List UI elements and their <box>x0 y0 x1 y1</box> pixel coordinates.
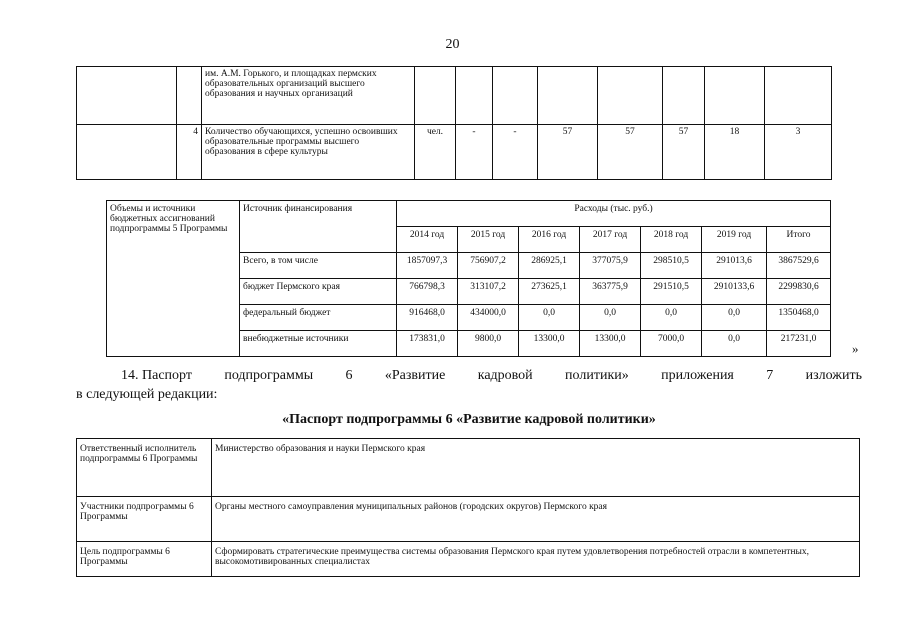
funding-table <box>106 200 831 357</box>
table-cell <box>77 67 177 125</box>
table-cell: 3 <box>765 125 832 180</box>
paragraph-word: 7 <box>766 368 774 383</box>
table-cell: 57 <box>598 125 663 180</box>
closing-quote: » <box>852 341 859 356</box>
paragraph-line: в следующей редакции: <box>76 387 218 402</box>
table-cell <box>538 67 598 125</box>
unit-cell: чел. <box>415 125 456 180</box>
table-cell <box>456 67 493 125</box>
table-cell: 7000,0 <box>641 331 702 357</box>
table-cell: 0,0 <box>702 331 767 357</box>
table-row <box>77 67 832 125</box>
passport-label: Ответственный исполнитель подпрограммы 6 Программы <box>77 439 212 497</box>
source-header: Источник финансирования <box>240 201 397 253</box>
table-cell: 18 <box>705 125 765 180</box>
year-header: 2017 год <box>580 227 641 253</box>
table-cell: 313107,2 <box>458 279 519 305</box>
table-cell: 2299830,6 <box>767 279 831 305</box>
paragraph-word: изложить <box>805 368 862 383</box>
table-cell <box>663 67 705 125</box>
paragraph-word: 6 <box>345 368 353 383</box>
table-cell: 286925,1 <box>519 253 580 279</box>
row-number: 4 <box>177 125 202 180</box>
year-header: 2015 год <box>458 227 519 253</box>
table-cell: 363775,9 <box>580 279 641 305</box>
paragraph-word: кадровой <box>477 368 533 383</box>
table-cell: 291510,5 <box>641 279 702 305</box>
table-cell: 217231,0 <box>767 331 831 357</box>
table-cell: 0,0 <box>519 305 580 331</box>
table-cell: 9800,0 <box>458 331 519 357</box>
paragraph-line <box>76 366 862 385</box>
table-cell <box>705 67 765 125</box>
expenses-header: Расходы (тыс. руб.) <box>397 201 831 227</box>
table-cell <box>765 67 832 125</box>
table-cell: 2910133,6 <box>702 279 767 305</box>
row-number <box>177 67 202 125</box>
table-cell: 173831,0 <box>397 331 458 357</box>
table-cell: 0,0 <box>580 305 641 331</box>
source-name: Всего, в том числе <box>240 253 397 279</box>
passport-label: Участники подпрограммы 6 Программы <box>77 497 212 542</box>
table-cell: 916468,0 <box>397 305 458 331</box>
table-cell: 291013,6 <box>702 253 767 279</box>
table-cell: 298510,5 <box>641 253 702 279</box>
table-row <box>77 497 860 542</box>
total-header: Итого <box>767 227 831 253</box>
table-cell: 13300,0 <box>580 331 641 357</box>
table-row <box>77 439 860 497</box>
table-cell <box>493 67 538 125</box>
table-cell: 377075,9 <box>580 253 641 279</box>
paragraph-word: политики» <box>565 368 629 383</box>
year-header: 2019 год <box>702 227 767 253</box>
indicators-table <box>76 66 832 180</box>
source-name: федеральный бюджет <box>240 305 397 331</box>
table-row <box>77 125 832 180</box>
table-cell: 1857097,3 <box>397 253 458 279</box>
source-name: внебюджетные источники <box>240 331 397 357</box>
passport-heading: «Паспорт подпрограммы 6 «Развитие кадровой политики» <box>282 412 656 427</box>
table-cell: 766798,3 <box>397 279 458 305</box>
amendment-paragraph <box>76 366 862 404</box>
table-cell <box>598 67 663 125</box>
year-header: 2014 год <box>397 227 458 253</box>
year-header: 2016 год <box>519 227 580 253</box>
table-cell: 0,0 <box>641 305 702 331</box>
paragraph-word: подпрограммы <box>224 368 314 383</box>
table-cell: 756907,2 <box>458 253 519 279</box>
paragraph-word: 14. Паспорт <box>121 368 192 383</box>
table-row <box>107 201 831 227</box>
table-cell: 1350468,0 <box>767 305 831 331</box>
year-header: 2018 год <box>641 227 702 253</box>
table-cell: 57 <box>538 125 598 180</box>
table-cell: - <box>456 125 493 180</box>
passport-table <box>76 438 860 577</box>
table-cell: 0,0 <box>702 305 767 331</box>
table-cell: 57 <box>663 125 705 180</box>
paragraph-word: приложения <box>661 368 734 383</box>
table-cell: 3867529,6 <box>767 253 831 279</box>
table-cell: 434000,0 <box>458 305 519 331</box>
paragraph-word: «Развитие <box>384 368 446 383</box>
funding-label: Объемы и источники бюджетных ассигнований подпрограммы 5 Программы <box>107 201 240 357</box>
passport-value: Сформировать стратегические преимущества системы образования Пермского края путем удовлетворения потребностей отрасли в компетентных, высокомотивированных специалистах <box>212 542 860 577</box>
table-cell: 13300,0 <box>519 331 580 357</box>
table-row <box>77 542 860 577</box>
indicator-text: Количество обучающихся, успешно освоивших образовательные программы высшего образования в сфере культуры <box>202 125 415 180</box>
passport-value: Органы местного самоуправления муниципальных районов (городских округов) Пермского края <box>212 497 860 542</box>
table-cell <box>415 67 456 125</box>
passport-value: Министерство образования и науки Пермского края <box>212 439 860 497</box>
page-number: 20 <box>445 37 460 52</box>
source-name: бюджет Пермского края <box>240 279 397 305</box>
indicator-text: им. А.М. Горького, и площадках пермских образовательных организаций высшего образования и научных организаций <box>202 67 415 125</box>
table-cell: 273625,1 <box>519 279 580 305</box>
table-cell: - <box>493 125 538 180</box>
table-cell <box>77 125 177 180</box>
passport-label: Цель подпрограммы 6 Программы <box>77 542 212 577</box>
